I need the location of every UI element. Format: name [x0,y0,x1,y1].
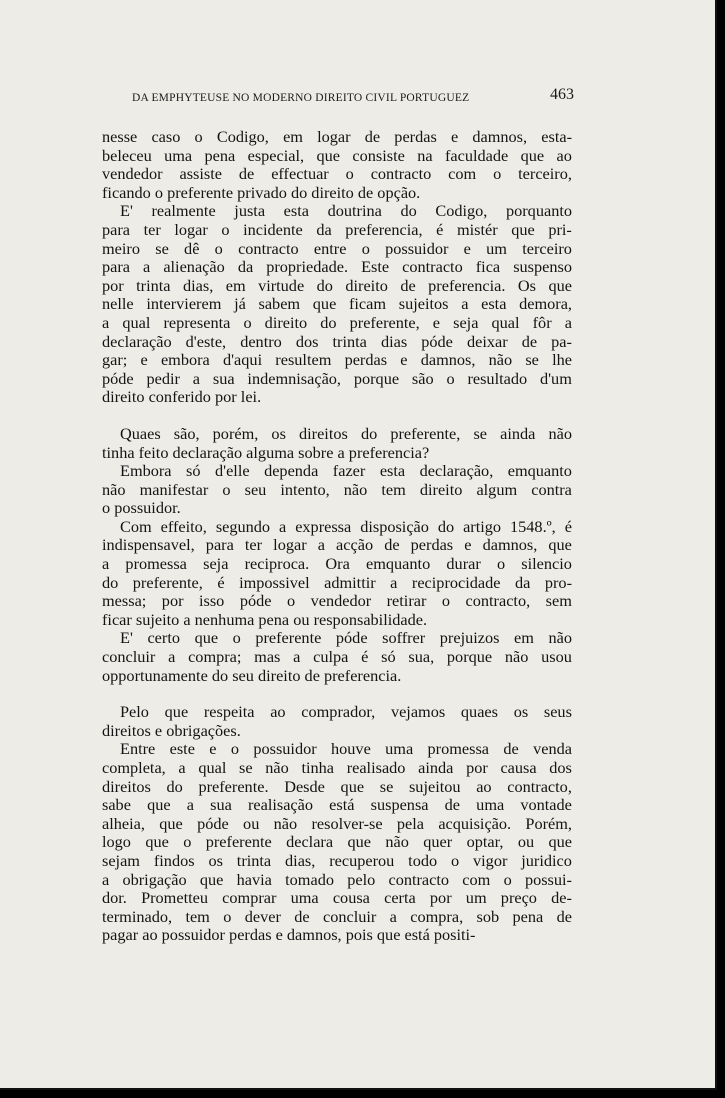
body-text [102,128,572,945]
text-line: sabe que a sua realisação está suspensa de uma vontade [102,795,572,815]
paragraph [102,462,572,518]
text-line: ficando o preferente privado do direito de opção. [102,182,421,202]
text-line: a obrigação que havia tomado pelo contracto com o possui- [102,869,572,889]
text-line: nelle intervierem já sabem que ficam sujeitos a esta demora, [102,294,572,314]
text-line: direito conferido por lei. [102,387,262,407]
paragraph-gap [102,685,572,703]
text-line: indispensavel, para ter logar a acção de perdas e damnos, que [102,535,572,555]
text-line: opportunamente do seu direito de preferencia. [102,665,402,685]
text-line: gar; e embora d'aqui resultem perdas e damnos, não se lhe [102,350,572,370]
text-line: ficar sujeito a nenhuma pena ou responsabilidade. [102,609,428,629]
paragraph-gap [102,407,572,425]
text-line: a promessa seja reciproca. Ora emquanto durar o silencio [102,554,572,574]
text-line: vendedor assiste de effectuar o contracto com o terceiro, [102,164,572,184]
text-line: declaração d'este, dentro dos trinta dias póde deixar de pa- [102,331,572,351]
text-line: beleceu uma pena especial, que consiste na faculdade que ao [102,145,572,165]
text-line: Quaes são, porém, os direitos do preferente, se ainda não [120,423,572,443]
text-line: Com effeito, segundo a expressa disposição do artigo 1548.º, é [120,516,572,536]
text-line: tinha feito declaração alguma sobre a preferencia? [102,442,430,462]
text-line: alheia, que póde ou não resolver-se pela acquisição. Porém, [102,813,572,833]
text-line: por trinta dias, em virtude do direito de preferencia. Os que [102,275,572,295]
text-line: E' certo que o preferente póde soffrer prejuizos em não [120,628,572,648]
text-line: E' realmente justa esta doutrina do Codigo, porquanto [120,201,572,221]
text-line: concluir a compra; mas a culpa é só sua, porque não usou [102,647,572,667]
paragraph [102,128,572,202]
text-line: terminado, tem o dever de concluir a compra, sob pena de [102,906,572,926]
text-line: messa; por isso póde o vendedor retirar o contracto, sem [102,591,572,611]
text-line: sejam findos os trinta dias, recuperou todo o vigor juridico [102,850,572,870]
text-line: a qual representa o direito do preferente, e seja qual fôr a [102,312,572,332]
text-line: completa, a qual se não tinha realisado ainda por causa dos [102,758,572,777]
text-line: do preferente, é impossivel admittir a reciprocidade da pro- [102,572,572,592]
running-head: DA EMPHYTEUSE NO MODERNO DIREITO CIVIL PORTUGUEZ [132,92,470,104]
text-line: direitos e obrigações. [102,720,241,740]
text-line: dor. Prometteu comprar uma cousa certa por um preço de- [102,888,572,908]
text-line: para a alienação da propriedade. Este contracto fica suspenso [102,257,572,277]
paragraph [102,703,572,740]
text-line: Pelo que respeita ao comprador, vejamos quaes os seus [120,702,572,722]
text-line: não manifestar o seu intento, não tem direito algum contra [102,479,572,499]
text-line: nesse caso o Codigo, em logar de perdas e damnos, esta- [102,127,572,146]
text-line: para ter logar o incidente da preferencia, é mistér que pri- [102,219,572,239]
text-line: pagar ao possuidor perdas e damnos, pois que está positi- [102,925,476,945]
paragraph [102,518,572,630]
text-line: direitos do preferente. Desde que se sujeitou ao contracto, [102,776,572,796]
text-line: logo que o preferente declara que não quer optar, ou que [102,832,572,852]
text-line: meiro se dê o contracto entre o possuidor e um terceiro [102,238,572,258]
text-line: póde pedir a sua indemnisação, porque são o resultado d'um [102,368,572,388]
paragraph [102,202,572,407]
paragraph [102,740,572,945]
paragraph [102,425,572,462]
page-number: 463 [550,86,574,103]
paragraph [102,629,572,685]
text-line: Entre este e o possuidor houve uma promessa de venda [120,739,572,759]
text-line: Embora só d'elle dependa fazer esta declaração, emquanto [120,461,572,481]
text-line: o possuidor. [102,498,181,518]
